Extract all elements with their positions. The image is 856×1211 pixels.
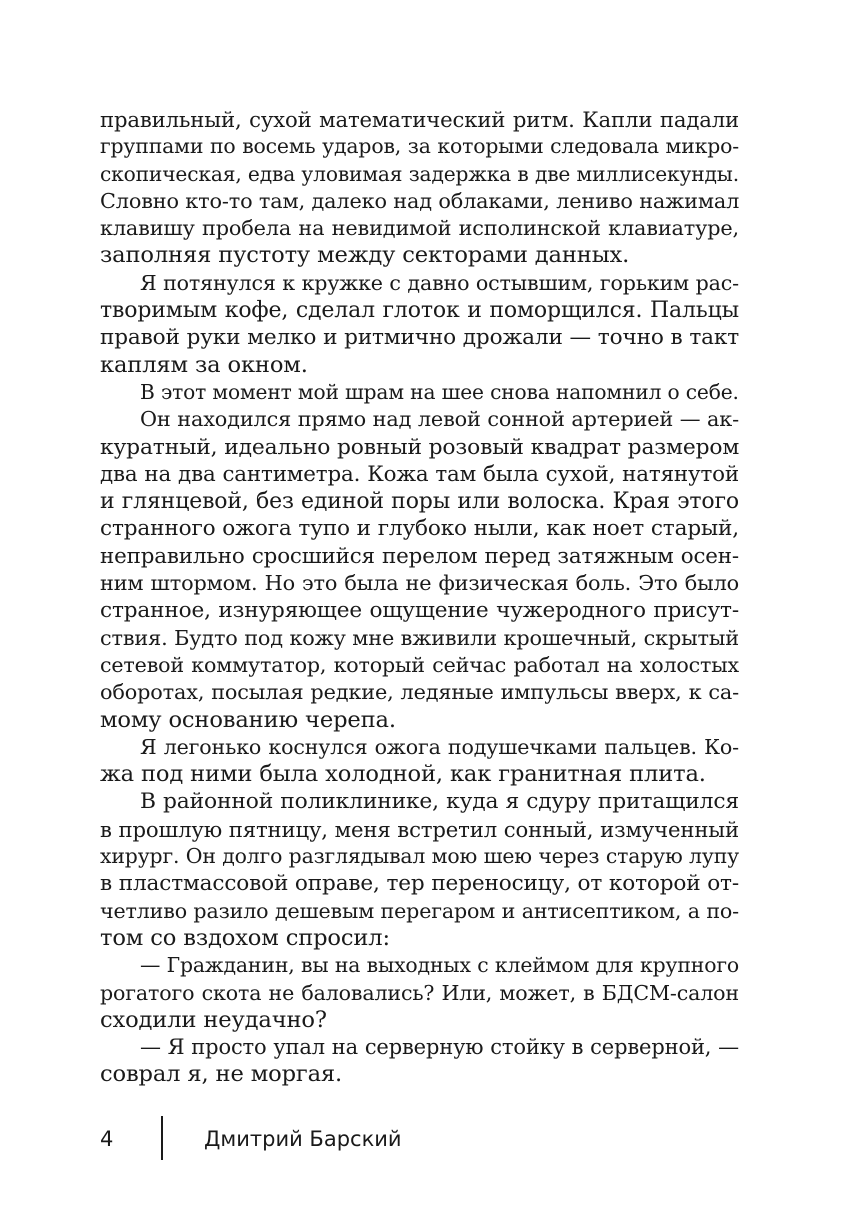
text-line: Я легонько коснулся ожога подушечками пальцев. Ко- <box>140 734 739 759</box>
text-line: ствия. Будто под кожу мне вживили крошечный, скрытый <box>100 625 739 650</box>
text-line: мому основанию черепа. <box>100 706 396 733</box>
text-line: жа под ними была холодной, как гранитная плита. <box>100 761 706 788</box>
text-line: заполняя пустоту между секторами данных. <box>100 242 630 269</box>
text-line: правой руки мелко и ритмично дрожали — точно в такт <box>100 325 739 351</box>
text-line: скопическая, едва уловимая задержка в две миллисекунды. <box>100 161 739 186</box>
text-line: творимым кофе, сделал глоток и поморщился. Пальцы <box>100 298 739 324</box>
running-footer-author: Дмитрий Барский <box>204 1127 402 1151</box>
text-line: сходили неудачно? <box>100 1006 327 1033</box>
page-body-text <box>100 106 739 1089</box>
text-line: и глянцевой, без единой поры или волоска. Края этого <box>100 489 739 515</box>
footer-divider <box>161 1116 163 1160</box>
text-line: рогатого скота не баловались? Или, может, в БДСМ-салон <box>100 980 739 1005</box>
text-line: странное, изнуряющее ощущение чужеродного присут- <box>100 598 739 624</box>
text-line: ним штормом. Но это была не физическая боль. Это было <box>100 571 739 596</box>
page-number: 4 <box>100 1127 114 1151</box>
text-line: в пластмассовой оправе, тер переносицу, от которой от- <box>100 871 739 897</box>
text-line: неправильно сросшийся перелом перед затяжным осен- <box>100 543 739 569</box>
text-line: клавишу пробела на невидимой исполинской клавиатуре, <box>100 216 739 241</box>
text-line: В этот момент мой шрам на шее снова напомнил о себе. <box>140 379 739 404</box>
text-line: хирург. Он долго разглядывал мою шею через старую лупу <box>100 844 739 869</box>
text-line: Я потянулся к кружке с давно остывшим, горьким рас- <box>140 270 739 295</box>
text-line: оборотах, посылая редкие, ледяные импульсы вверх, к са- <box>100 680 739 705</box>
text-line: два на два сантиметра. Кожа там была сухой, натянутой <box>100 461 739 487</box>
text-line: Он находился прямо над левой сонной артерией — ак- <box>140 407 739 432</box>
text-line: правильный, сухой математический ритм. Капли падали <box>100 107 739 132</box>
text-line: — Я просто упал на серверную стойку в серверной, — <box>140 1035 739 1060</box>
text-line: В районной поликлинике, куда я сдуру притащился <box>140 789 739 815</box>
text-line: куратный, идеально ровный розовый квадрат размером <box>100 434 740 460</box>
text-line: том со вздохом спросил: <box>100 924 390 951</box>
text-line: каплям за окном. <box>100 351 308 378</box>
text-line: — Гражданин, вы на выходных с клеймом для крупного <box>140 953 739 978</box>
page-footer <box>100 1116 600 1160</box>
text-line: четливо разило дешевым перегаром и антисептиком, а по- <box>100 898 739 923</box>
text-line: странного ожога тупо и глубоко ныли, как ноет старый, <box>100 516 739 542</box>
text-line: соврал я, не моргая. <box>100 1061 343 1088</box>
text-line: Словно кто-то там, далеко над облаками, лениво нажимал <box>100 188 740 213</box>
text-line: в прошлую пятницу, меня встретил сонный, измученный <box>100 816 739 842</box>
text-line: группами по восемь ударов, за которыми следовала микро- <box>100 134 739 159</box>
text-line: сетевой коммутатор, который сейчас работал на холостых <box>100 652 739 677</box>
